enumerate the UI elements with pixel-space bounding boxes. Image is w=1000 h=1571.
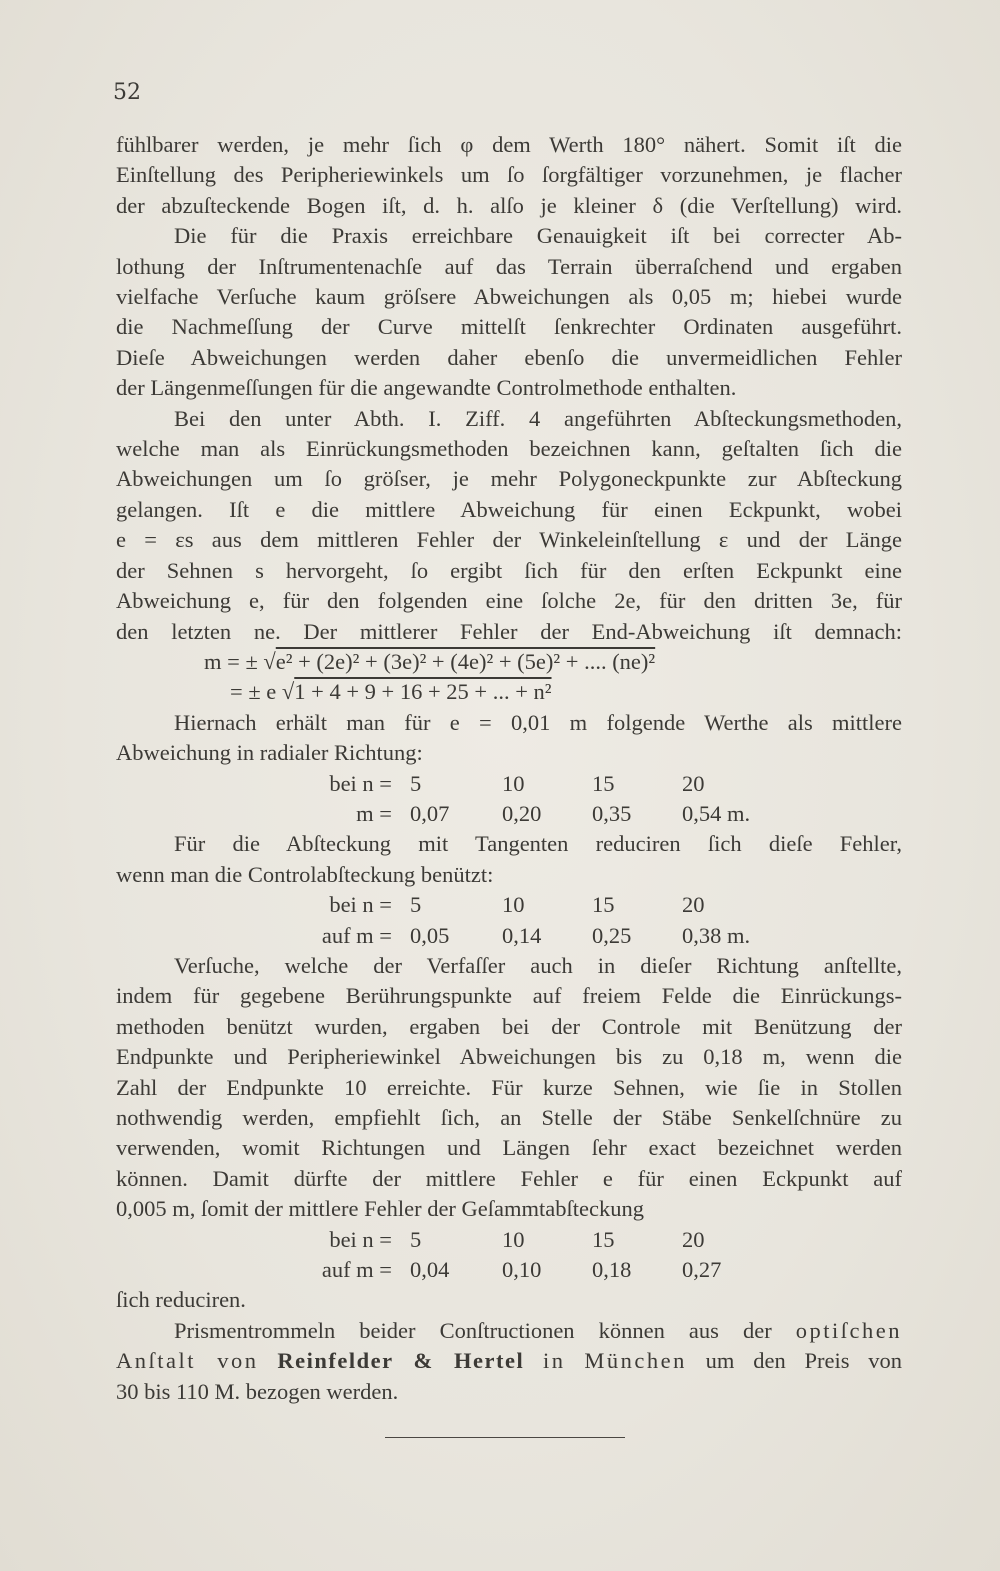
paragraph-4 [116, 708, 902, 769]
text-line: Die für die Praxis erreichbare Genauigkeit iſt bei correcter Ab- [174, 223, 902, 249]
text-line: können. Damit dürfte der mittlere Fehler e für einen Eckpunkt auf [116, 1165, 902, 1191]
table-cell: 0,10 [502, 1257, 542, 1283]
table-cell: 10 [502, 770, 525, 796]
text-line: Einſtellung des Peripheriewinkels um ſo ſorgfältiger vorzunehmen, je flacher [116, 162, 902, 188]
table-cell: 20 [682, 892, 705, 918]
emphasis-text: in [543, 1348, 566, 1374]
text-line: 30 bis 110 M. bezogen werden. [116, 1378, 399, 1404]
table-cell: 0,35 [592, 800, 632, 826]
text-line: Bei den unter Abth. I. Ziff. 4 angeführten Abſteckungsmethoden, [174, 405, 902, 431]
table-cell: 0,04 [410, 1257, 450, 1283]
table-cell: bei n = [329, 770, 392, 796]
paragraph-5 [116, 829, 902, 890]
company-name: Reinfelder & Hertel [277, 1348, 525, 1374]
text-line: ſich reduciren. [116, 1287, 246, 1313]
text-line: Abweichungen um ſo gröſser, je mehr Polygoneckpunkte zur Abſteckung [116, 466, 902, 492]
table-cell: 0,05 [410, 922, 450, 948]
text-line: indem für gegebene Berührungspunkte auf freiem Felde die Einrückungs- [116, 983, 902, 1009]
table-cell: 5 [410, 892, 422, 918]
table-cell: auf m = [321, 1257, 392, 1283]
page-number: 52 [113, 80, 141, 105]
paragraph-7 [116, 1316, 902, 1407]
table-cell: 0,54 m. [682, 800, 751, 826]
value-table-1 [262, 769, 902, 830]
table-cell: 0,18 [592, 1257, 632, 1283]
table-cell: 0,25 [592, 922, 632, 948]
table-cell: 0,14 [502, 922, 542, 948]
paragraph-2 [116, 221, 902, 403]
text-line: Verſuche, welche der Verfaſſer auch in dieſer Richtung anſtellte, [174, 952, 902, 978]
table-cell: 0,20 [502, 800, 542, 826]
equation-block [116, 647, 902, 708]
text-line [116, 1346, 902, 1376]
text-line [116, 1316, 902, 1346]
table-cell: 15 [592, 770, 615, 796]
text-line: 0,005 m, ſomit der mittlere Fehler der Geſammtabſteckung [116, 1196, 644, 1222]
table-cell: 10 [502, 1226, 525, 1252]
table-cell: bei n = [329, 892, 392, 918]
text-line: Hiernach erhält man für e = 0,01 m folgende Werthe als mittlere [174, 709, 902, 735]
text-line: die Nachmeſſung der Curve mittelſt ſenkrechter Ordinaten ausgeführt. [116, 314, 902, 340]
emphasis-text: optiſchen [795, 1317, 902, 1343]
text-line: den letzten ne. Der mittlerer Fehler der End-Abweichung iſt demnach: [116, 618, 902, 644]
text-line: Dieſe Abweichungen werden daher ebenſo die unvermeidlichen Fehler [116, 344, 902, 370]
table-cell: m = [356, 800, 392, 826]
table-cell: 0,27 [682, 1257, 722, 1283]
text-line: Abweichung in radialer Richtung: [116, 740, 423, 766]
text-line: lothung der Inſtrumentenachſe auf das Terrain überraſchend und ergaben [116, 253, 902, 279]
text-line: wenn man die Controlabſteckung benützt: [116, 861, 494, 887]
value-table-3 [262, 1225, 902, 1286]
body-text [116, 130, 902, 1407]
equation-line-2 [116, 677, 902, 707]
table-cell: 10 [502, 892, 525, 918]
equation-radicand: e² + (2e)² + (3e)² + (4e)² + (5e)² + .... (ne)² [275, 648, 656, 674]
table-cell: 5 [410, 1226, 422, 1252]
equation-radicand: 1 + 4 + 9 + 16 + 25 + ... + n² [294, 679, 552, 705]
text-line: methoden benützt wurden, ergaben bei der Controle mit Benützung der [116, 1013, 902, 1039]
text-run: Prismentrommeln beider Conſtructionen können aus der [174, 1317, 796, 1343]
paragraph-6 [116, 951, 902, 1225]
equation-lhs: m = ± √ [204, 648, 276, 674]
text-line: der Sehnen s hervorgeht, ſo ergibt ſich für den erſten Eckpunkt eine [116, 557, 902, 583]
table-cell: 0,38 m. [682, 922, 751, 948]
value-table-2 [262, 890, 902, 951]
table-cell: 5 [410, 770, 422, 796]
text-line: verwenden, womit Richtungen und Längen ſehr exact bezeichnet werden [116, 1135, 902, 1161]
text-line: gelangen. Iſt e die mittlere Abweichung für einen Eckpunkt, wobei [116, 496, 902, 522]
text-run: um den Preis von [705, 1348, 903, 1374]
table-cell: auf m = [321, 922, 392, 948]
text-line: Zahl der Endpunkte 10 erreichte. Für kurze Sehnen, wie ſie in Stollen [116, 1074, 902, 1100]
table-cell: bei n = [329, 1226, 392, 1252]
paragraph-1 [116, 130, 902, 221]
table-cell: 20 [682, 1226, 705, 1252]
equation-lhs: = ± e √ [230, 679, 295, 705]
table-cell: 20 [682, 770, 705, 796]
text-line: Abweichung e, für den folgenden eine ſolche 2e, für den dritten 3e, für [116, 588, 902, 614]
text-line: der Längenmeſſungen für die angewandte Controlmethode enthalten. [116, 375, 737, 401]
text-line: nothwendig werden, empfiehlt ſich, an Stelle der Stäbe Senkelſchnüre zu [116, 1105, 902, 1130]
paragraph-3 [116, 404, 902, 647]
text-line: e = εs aus dem mittleren Fehler der Winkeleinſtellung ε und der Länge [116, 527, 902, 553]
text-line: der abzuſteckende Bogen iſt, d. h. alſo je kleiner δ (die Verſtellung) wird. [116, 192, 902, 218]
emphasis-text: München [584, 1348, 687, 1374]
emphasis-text: Anſtalt von [116, 1348, 259, 1374]
end-rule [385, 1437, 625, 1438]
table-cell: 15 [592, 892, 615, 918]
text-line: vielfache Verſuche kaum gröſsere Abweichungen als 0,05 m; hiebei wurde [116, 284, 902, 310]
table-cell: 15 [592, 1226, 615, 1252]
table-cell: 0,07 [410, 800, 450, 826]
text-line: fühlbarer werden, je mehr ſich φ dem Werth 180° nähert. Somit iſt die [116, 132, 902, 157]
text-line: Für die Abſteckung mit Tangenten reduciren ſich dieſe Fehler, [174, 831, 902, 857]
text-line: Endpunkte und Peripheriewinkel Abweichungen bis zu 0,18 m, wenn die [116, 1044, 902, 1070]
text-line: welche man als Einrückungsmethoden bezeichnen kann, geſtalten ſich die [116, 436, 902, 462]
equation-line-1 [116, 647, 902, 677]
